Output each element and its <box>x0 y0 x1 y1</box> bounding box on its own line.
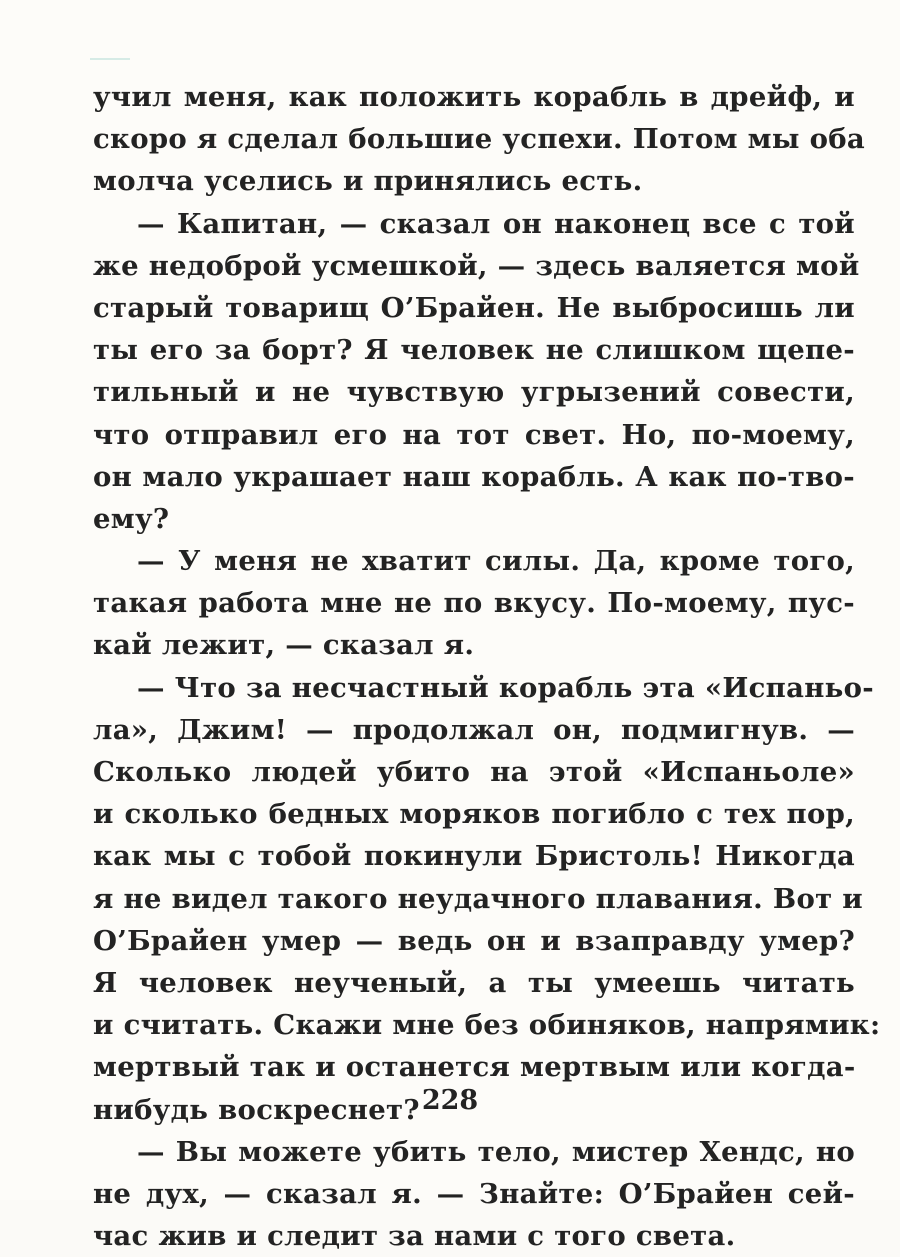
text-line: не дух, — сказал я. — Знайте: О’Брайен сей- <box>93 1177 855 1210</box>
text-line: час жив и следит за нами с того света. <box>93 1220 736 1253</box>
text-line: нибудь воскреснет? <box>93 1093 420 1126</box>
text-line: — У меня не хватит силы. Да, кроме того, <box>137 545 855 578</box>
text-line: как мы с тобой покинули Бристоль! Никогда <box>93 840 855 873</box>
text-line: такая работа мне не по вкусу. По-моему, пус- <box>93 587 855 620</box>
body-text <box>93 76 881 1257</box>
text-line: же недоброй усмешкой, — здесь валяется мой <box>93 249 860 282</box>
text-line: ты его за борт? Я человек не слишком щепе- <box>93 334 855 367</box>
text-line: старый товарищ О’Брайен. Не выбросишь ли <box>93 291 855 324</box>
text-line: — Что за несчастный корабль эта «Испаньо- <box>137 671 874 704</box>
text-line: — Вы можете убить тело, мистер Хендс, но <box>137 1135 855 1168</box>
text-line: что отправил его на тот свет. Но, по-моему, <box>93 418 855 451</box>
page-number: 228 <box>421 1085 479 1116</box>
text-line: Я человек неученый, а ты умеешь читать <box>93 966 855 999</box>
text-line: кай лежит, — сказал я. <box>93 629 475 662</box>
text-line: ла», Джим! — продолжал он, подмигнув. — <box>93 713 855 746</box>
text-line: О’Брайен умер — ведь он и взаправду умер? <box>93 924 855 957</box>
text-line: я не видел такого неудачного плавания. Вот и <box>93 882 863 915</box>
text-line: — Капитан, — сказал он наконец все с той <box>137 207 855 240</box>
page-edge-mark <box>90 58 130 60</box>
text-line: тильный и не чувствую угрызений совести, <box>93 376 855 409</box>
text-line: учил меня, как положить корабль в дрейф, и <box>93 81 855 113</box>
text-line: ему? <box>93 502 170 535</box>
text-line: и сколько бедных моряков погибло с тех пор, <box>93 798 855 831</box>
text-line: он мало украшает наш корабль. А как по-тво- <box>93 460 855 493</box>
text-line: и считать. Скажи мне без обиняков, напрямик: <box>93 1009 881 1042</box>
text-line: Сколько людей убито на этой «Испаньоле» <box>93 756 855 788</box>
text-line: мертвый так и останется мертвым или когда- <box>93 1051 856 1084</box>
text-line: молча уселись и принялись есть. <box>93 165 643 198</box>
text-line: скоро я сделал большие успехи. Потом мы оба <box>93 123 865 156</box>
